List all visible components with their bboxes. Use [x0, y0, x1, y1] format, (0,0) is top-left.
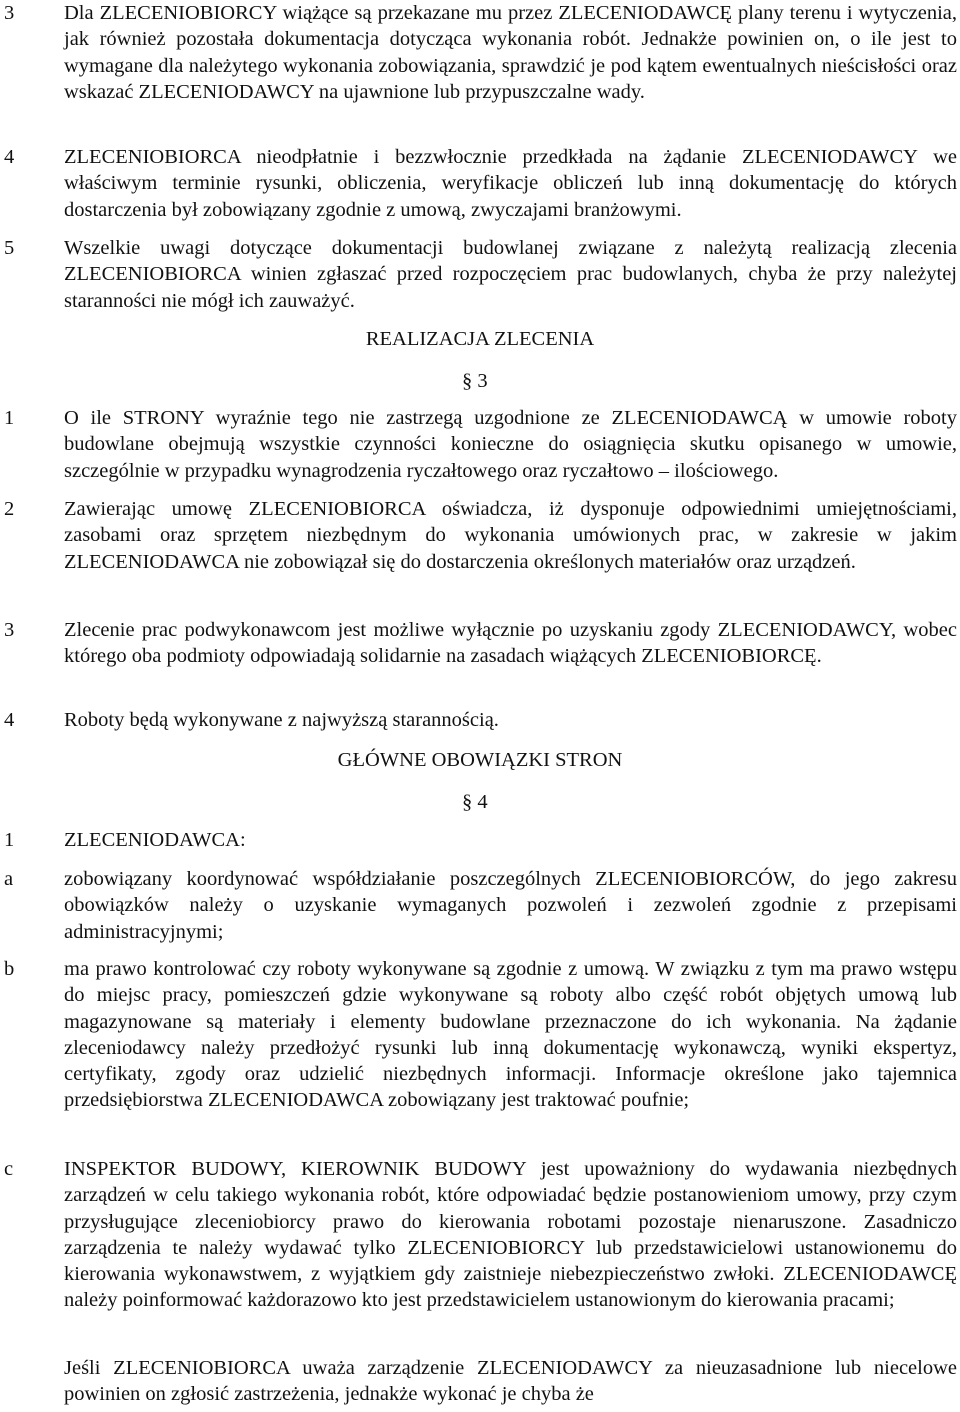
trailing-paragraph: Jeśli ZLECENIOBIORCA uważa zarządzenie ZLECENIODAWCY za nieuzasadnione lub niecelowe powinien on zgłosić zastrzeżenia, jednakże wykonać je chyba że: [64, 1357, 957, 1406]
point-letter: b: [4, 958, 15, 980]
paragraph-text: Wszelkie uwagi dotyczące dokumentacji budowlanej związane z należytą realizacją zlecenia ZLECENIOBIORCA winien zgłaszać przed rozpoczęciem prac budowlanych, chyba że przy należytej staranności nie mógł ich zauważyć.: [64, 237, 957, 312]
paragraph-number: 3: [4, 2, 15, 24]
paragraph-number: 4: [4, 146, 15, 168]
point-text: ma prawo kontrolować czy roboty wykonywane są zgodnie z umową. W związku z tym ma prawo wstępu do miejsc pracy, pomieszczeń gdzie wykonywane są roboty albo część robót objętych umową lub magazynowane są materiały i elementy budowlane przeznaczone do ich wykonania. Na żądanie zleceniodawcy należy przedłożyć rysunki lub inną dokumentację wykonawczą, wyniki ekspertyz, certyfikaty, zgody oraz udzielić niezbędnych informacji. Informacje określone jako tajemnica przedsiębiorstwa ZLECENIODAWCA zobowiązany jest traktować poufnie;: [64, 958, 957, 1112]
point-text: INSPEKTOR BUDOWY, KIEROWNIK BUDOWY jest upoważniony do wydawania niezbędnych zarządzeń w celu takiego wykonania robót, które odpowiadać będzie postanowieniom umowy, przy czym przysługujące zleceniobiorcy prawo do kierowania robotami pozostaje nienaruszone. Zasadniczo zarządzenia te należy wydawać tylko ZLECENIOBIORCY lub przedstawicielowi ustanowionemu do kierowania wykonawstwem, z wyjątkiem gdy zaistnieje niebezpieczeństwo zwłoki. ZLECENIODAWCĘ należy poinformować każdorazowo kto jest przedstawicielem ustanowionym do kierowania pracami;: [64, 1158, 957, 1312]
paragraph-text: Zlecenie prac podwykonawcom jest możliwe wyłącznie po uzyskaniu zgody ZLECENIODAWCY, wobec którego oba podmioty odpowiadają solidarnie na zasadach wiążących ZLECENIOBIORCĘ.: [64, 619, 957, 668]
obowiazki-point-b: [0, 956, 957, 1114]
paragraph-text: Dla ZLECENIOBIORCY wiążące są przekazane mu przez ZLECENIODAWCĘ plany terenu i wytyczenia, jak również pozostała dokumentacja dotycząca wykonania robót. Jednakże powinien on, o ile jest to wymagane dla należytego wykonania zobowiązania, sprawdzić je pod kątem ewentualnych nieścisłości oraz wskazać ZLECENIODAWCY na ujawnione lub przypuszczalne wady.: [64, 2, 957, 103]
paragraph-text: Roboty będą wykonywane z najwyższą starannością.: [64, 709, 499, 731]
paragraph-5: [0, 235, 957, 314]
paragraph-text: ZLECENIODAWCA:: [64, 829, 246, 851]
paragraph-number: 2: [4, 498, 15, 520]
paragraph-text: Zawierając umowę ZLECENIOBIORCA oświadcza, iż dysponuje odpowiednimi umiejętnościami, zasobami oraz sprzętem niezbędnym do wykonania umówionych prac, w zakresie w jakim ZLECENIODAWCA nie zobowiązał się do dostarczenia określonych materiałów oraz urządzeń.: [64, 498, 957, 573]
paragraph-4: [0, 144, 957, 223]
realizacja-paragraph-3: [0, 617, 957, 670]
point-letter: a: [4, 868, 14, 890]
point-letter: c: [4, 1158, 14, 1180]
obowiazki-point-a: [0, 866, 957, 945]
section-number-4: § 4: [462, 791, 488, 813]
obowiazki-item-1: [0, 827, 957, 853]
paragraph-text: O ile STRONY wyraźnie tego nie zastrzegą uzgodnione ze ZLECENIODAWCĄ w umowie roboty budowlane obejmują wszystkie czynności konieczne do osiągnięcia skutku opisanego w umowie, szczególnie w przypadku wynagrodzenia ryczałtowego oraz ryczałtowo – ilościowego.: [64, 407, 957, 482]
realizacja-paragraph-2: [0, 496, 957, 575]
obowiazki-point-c: [0, 1156, 957, 1314]
point-text: zobowiązany koordynować współdziałanie poszczególnych ZLECENIOBIORCÓW, do jego zakresu obowiązków należy o uzyskanie wymaganych pozwoleń i zezwoleń zgodnie z przepisami administracyjnymi;: [64, 868, 957, 943]
paragraph-number: 1: [4, 829, 15, 851]
paragraph-number: 1: [4, 407, 15, 429]
paragraph-number: 4: [4, 709, 15, 731]
realizacja-paragraph-4: [0, 707, 957, 733]
paragraph-number: 5: [4, 237, 15, 259]
section-number-3: § 3: [462, 370, 488, 392]
realizacja-paragraph-1: [0, 405, 957, 484]
paragraph-number: 3: [4, 619, 15, 641]
paragraph-text: ZLECENIOBIORCA nieodpłatnie i bezzwłocznie przedkłada na żądanie ZLECENIODAWCY we właściwym terminie rysunki, obliczenia, weryfikacje obliczeń lub inną dokumentację do których dostarczenia był zobowiązany zgodnie z umową, zwyczajami branżowymi.: [64, 146, 957, 221]
section-title-obowiazki: GŁÓWNE OBOWIĄZKI STRON: [337, 749, 623, 771]
paragraph-3: [0, 0, 957, 105]
section-title-realizacja: REALIZACJA ZLECENIA: [365, 328, 595, 350]
